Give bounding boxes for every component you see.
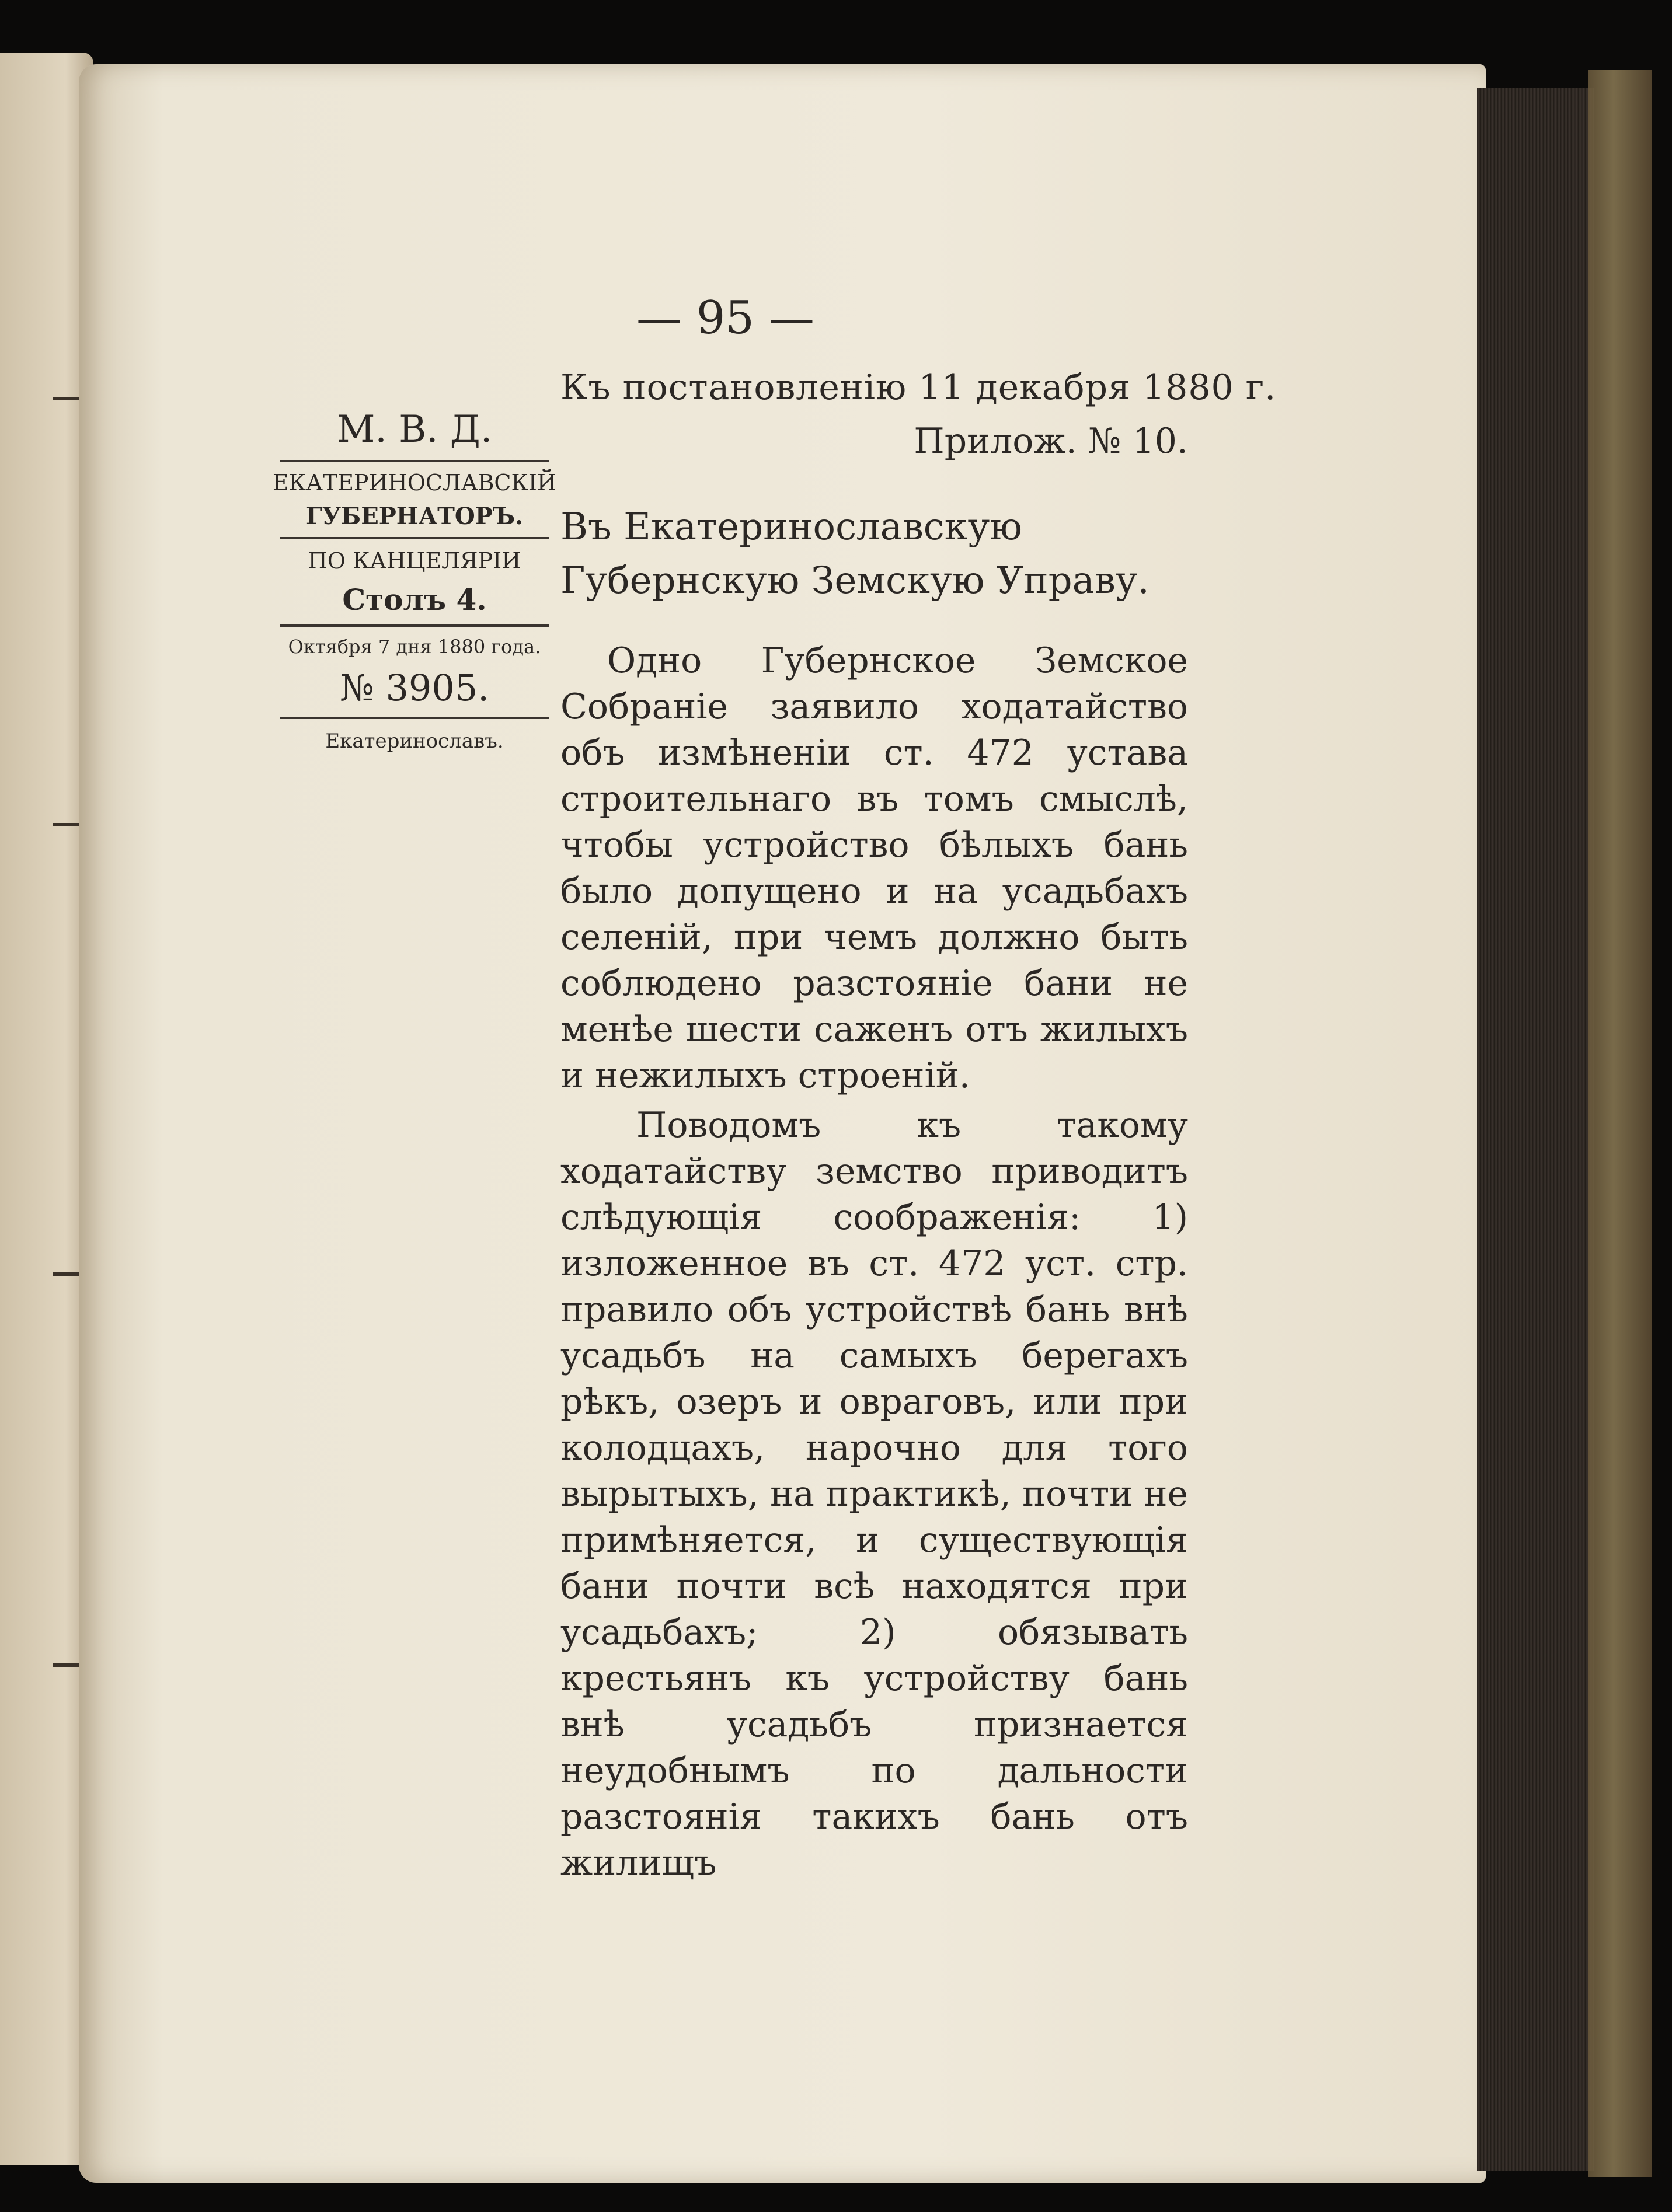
addressee: Въ Екатеринославскую Губернскую Земскую Управу.	[560, 505, 1150, 602]
ministry: М. В. Д.	[336, 408, 493, 451]
divider	[280, 717, 549, 719]
page-number: — 95 —	[636, 292, 814, 344]
sidebar-header	[257, 403, 572, 760]
paragraph: Одно Губернское Земское Собраніе заявило ходатайство объ измѣненіи ст. 472 устава строительнаго въ томъ смыслѣ, чтобы устройство бѣлыхъ бань было допущено и на усадьбахъ селеній, при чемъ должно быть соблюдено разстояніе бани не менѣе шести саженъ отъ жилыхъ и нежилыхъ строеній.	[560, 640, 1188, 1096]
page-block-edge	[1477, 88, 1594, 2171]
divider	[280, 537, 549, 539]
chancery: ПО КАНЦЕЛЯРІИ	[308, 548, 521, 574]
appendix-row	[560, 414, 1188, 468]
office: ЕКАТЕРИНОСЛАВСКІЙ	[272, 470, 557, 496]
city: Екатеринославъ.	[325, 730, 504, 753]
book-binding	[1588, 70, 1652, 2177]
divider	[280, 624, 549, 627]
paragraph: Поводомъ къ такому ходатайству земство приводитъ слѣдующія соображенія: 1) изложенное въ ст. 472 уст. стр. правило объ устройствѣ бань внѣ усадьбъ на самыхъ берегахъ рѣкъ, озеръ и овраговъ, или при колодцахъ, нарочно для того вырытыхъ, на практикѣ, почти не примѣняется, и существующія бани почти всѣ находятся при усадьбахъ; 2) обязывать крестьянъ къ устройству бань внѣ усадьбъ признается неудобнымъ по дальности разстоянія такихъ бань отъ жилищъ	[560, 1105, 1188, 1883]
letter-body	[560, 361, 1277, 1886]
reference-line: Къ постановленію 11 декабря 1880 г.	[560, 367, 1277, 408]
document-number: № 3905.	[340, 667, 489, 709]
desk: Столъ 4.	[342, 582, 487, 617]
appendix-label: Прилож. № 10.	[914, 421, 1188, 462]
divider	[280, 460, 549, 462]
document-date: Октября 7 дня 1880 года.	[288, 636, 541, 658]
governor: ГУБЕРНАТОРЪ.	[305, 503, 524, 530]
